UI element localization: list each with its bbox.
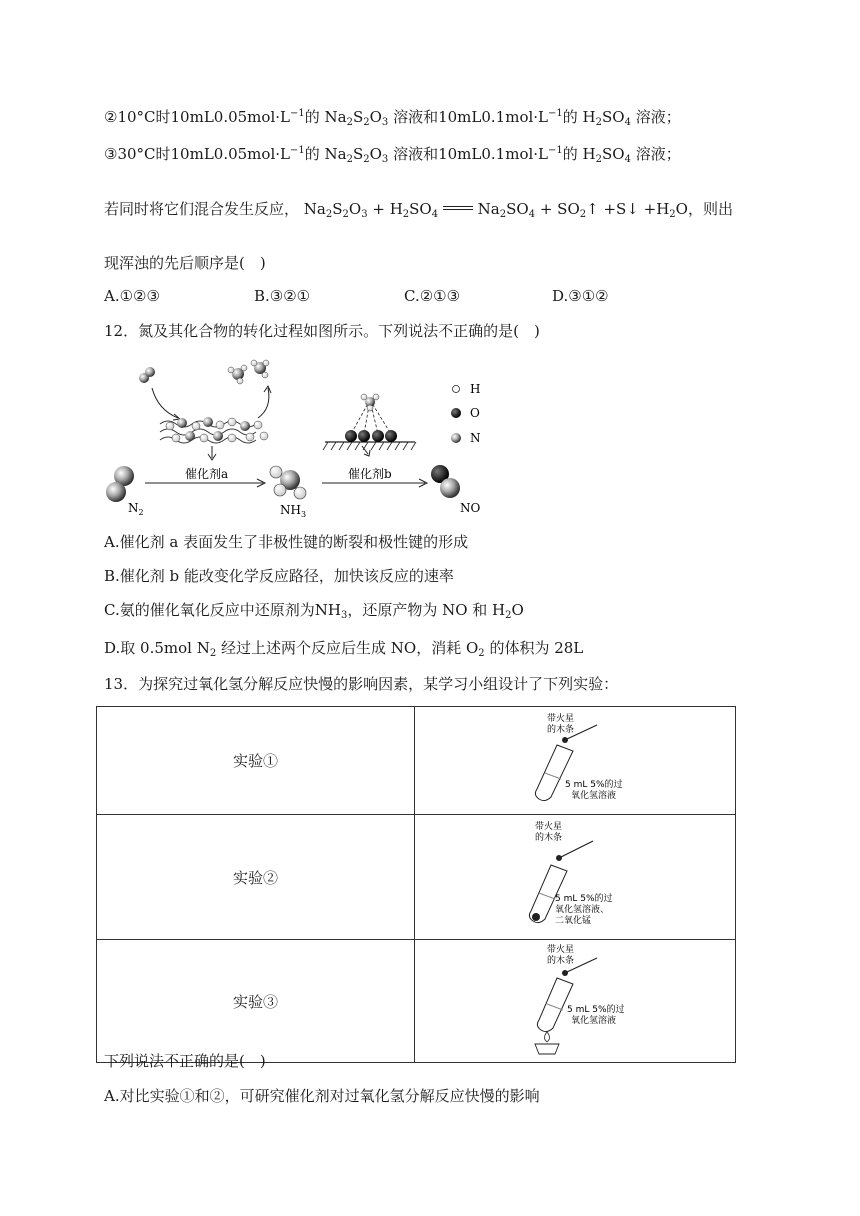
solution-label: 5 mL 5%的过氧化氢溶液 [567,1005,625,1026]
test-tube-illustration [415,815,735,935]
text: 的 [562,145,578,163]
sup: −1 [548,145,563,156]
catalyst-b-surface [323,442,416,450]
sup: −1 [289,108,305,119]
q13-after: 下列说法不正确的是( ) [104,1052,266,1070]
experiment-label: 实验③ [97,940,415,1063]
text: 的 [304,145,320,163]
condition-3: ③30°C时$10mL0.05mol\cdot L^{-1}$的 $Na_2S_2O_3$ 溶液和$10mL0.1mol\cdot L^{-1}$的 $H_2SO_4$ 溶液； [104,145,681,165]
apparatus-cell [415,940,736,1063]
text: 若同时将它们混合发生反应， [104,200,300,218]
q13-option-a: A.对比实验①和②，可研究催化剂对过氧化氢分解反应快慢的影响 [104,1087,540,1105]
catalyst-a-label: 催化剂a [185,467,229,481]
n-atom [145,367,155,377]
q13-stem: 13．为探究过氧化氢分解反应快慢的影响因素，某学习小组设计了下列实验： [104,675,619,693]
text: ，还原产物为 NO 和 [347,601,488,619]
experiment-label: 实验② [97,815,415,940]
solution-label: 5 mL 5%的过氧化氢溶液 [565,780,623,801]
q12-option-b: B.催化剂 b 能改变化学反应路径，加快该反应的速率 [104,567,454,585]
q12-option-a: A.催化剂 a 表面发生了非极性键的断裂和极性键的形成 [104,533,469,551]
nh3-label: $NH_3$ [280,503,307,519]
q12-stem: 12．氮及其化合物的转化过程如图所示。下列说法不正确的是( ) [104,322,540,340]
text: ，则出 [687,200,733,218]
legend-o-atom [451,408,461,418]
text: 溶液和 [393,108,439,126]
text: 经过上述两个反应后生成 NO，消耗 [221,639,462,657]
stick-label: 带火星的木条 [535,822,563,843]
adsorbed-atoms [166,417,268,442]
text: ②10°C时 [104,108,171,126]
stick-label: 带火星的木条 [547,714,575,735]
experiment-table [96,706,736,1063]
option-c: C.②①③ [404,287,461,305]
legend-h-label: H [470,382,481,396]
equation: $Na_2S_2O_3 + H_2SO_4$ $Na_2SO_4$ + $SO_2↑$ +S↓ $+H_2O$ [303,200,688,220]
text: 的 [304,108,320,126]
text: 的体积为 28L [489,639,584,657]
text: D.取 0.5mol [104,639,192,657]
legend-h-atom [453,386,460,393]
experiment-label: 实验① [97,707,415,815]
solution-label: 5 mL 5%的过氧化氢溶液、二氧化锰 [555,894,613,926]
text: ③30°C时 [104,145,171,163]
text: 溶液和 [393,145,439,163]
text: 溶液； [635,145,681,163]
table-row [97,940,736,1063]
q11-options [104,285,609,307]
table-row [97,707,736,815]
q12-option-d: D.取 0.5mol $N_2$ 经过上述两个反应后生成 NO，消耗 $O_2$ 的体积为 28L [104,639,584,659]
legend-n-label: N [470,431,481,445]
table-row [97,815,736,940]
text: 溶液； [635,108,681,126]
text: 10mL0.1mol·L [438,145,549,163]
legend-o-label: O [470,406,480,420]
option-d: D.③①② [552,287,609,305]
n2-label: $N_2$ [128,501,144,517]
test-tube-illustration [415,707,735,810]
flame-icon [545,1032,550,1042]
text: 的 [562,108,578,126]
text: 10mL0.1mol·L [438,108,549,126]
sup: −1 [289,145,305,156]
sup: −1 [548,108,563,119]
apparatus-cell [415,707,736,815]
text: 10mL0.05mol·L [170,145,290,163]
stick-label: 带火星的木条 [547,945,575,966]
q11-tail: 现浑浊的先后顺序是( ) [104,254,266,272]
catalyst-b-label: 催化剂b [348,467,392,481]
option-b: B.③②① [254,287,311,305]
apparatus-cell [415,815,736,940]
option-a: A.①②③ [104,287,160,305]
test-tube-illustration [415,940,735,1058]
text: C.氨的催化氧化反应中还原剂为 [104,601,315,619]
alcohol-lamp-icon [535,1044,559,1054]
no-label: NO [460,501,481,515]
q12-option-c: C.氨的催化氧化反应中还原剂为$NH_3$，还原产物为 NO 和 $H_2O$ [104,601,524,621]
condition-2: ②10°C时$10mL0.05mol\cdot L^{-1}$的 $Na_2S_2O_3$ 溶液和$10mL0.1mol\cdot L^{-1}$的 $H_2SO_4$ 溶液； [104,108,681,128]
legend-n-atom [451,433,461,443]
nitrogen-conversion-figure [100,350,520,520]
text: 10mL0.05mol·L [170,108,290,126]
reaction-line [104,198,733,220]
